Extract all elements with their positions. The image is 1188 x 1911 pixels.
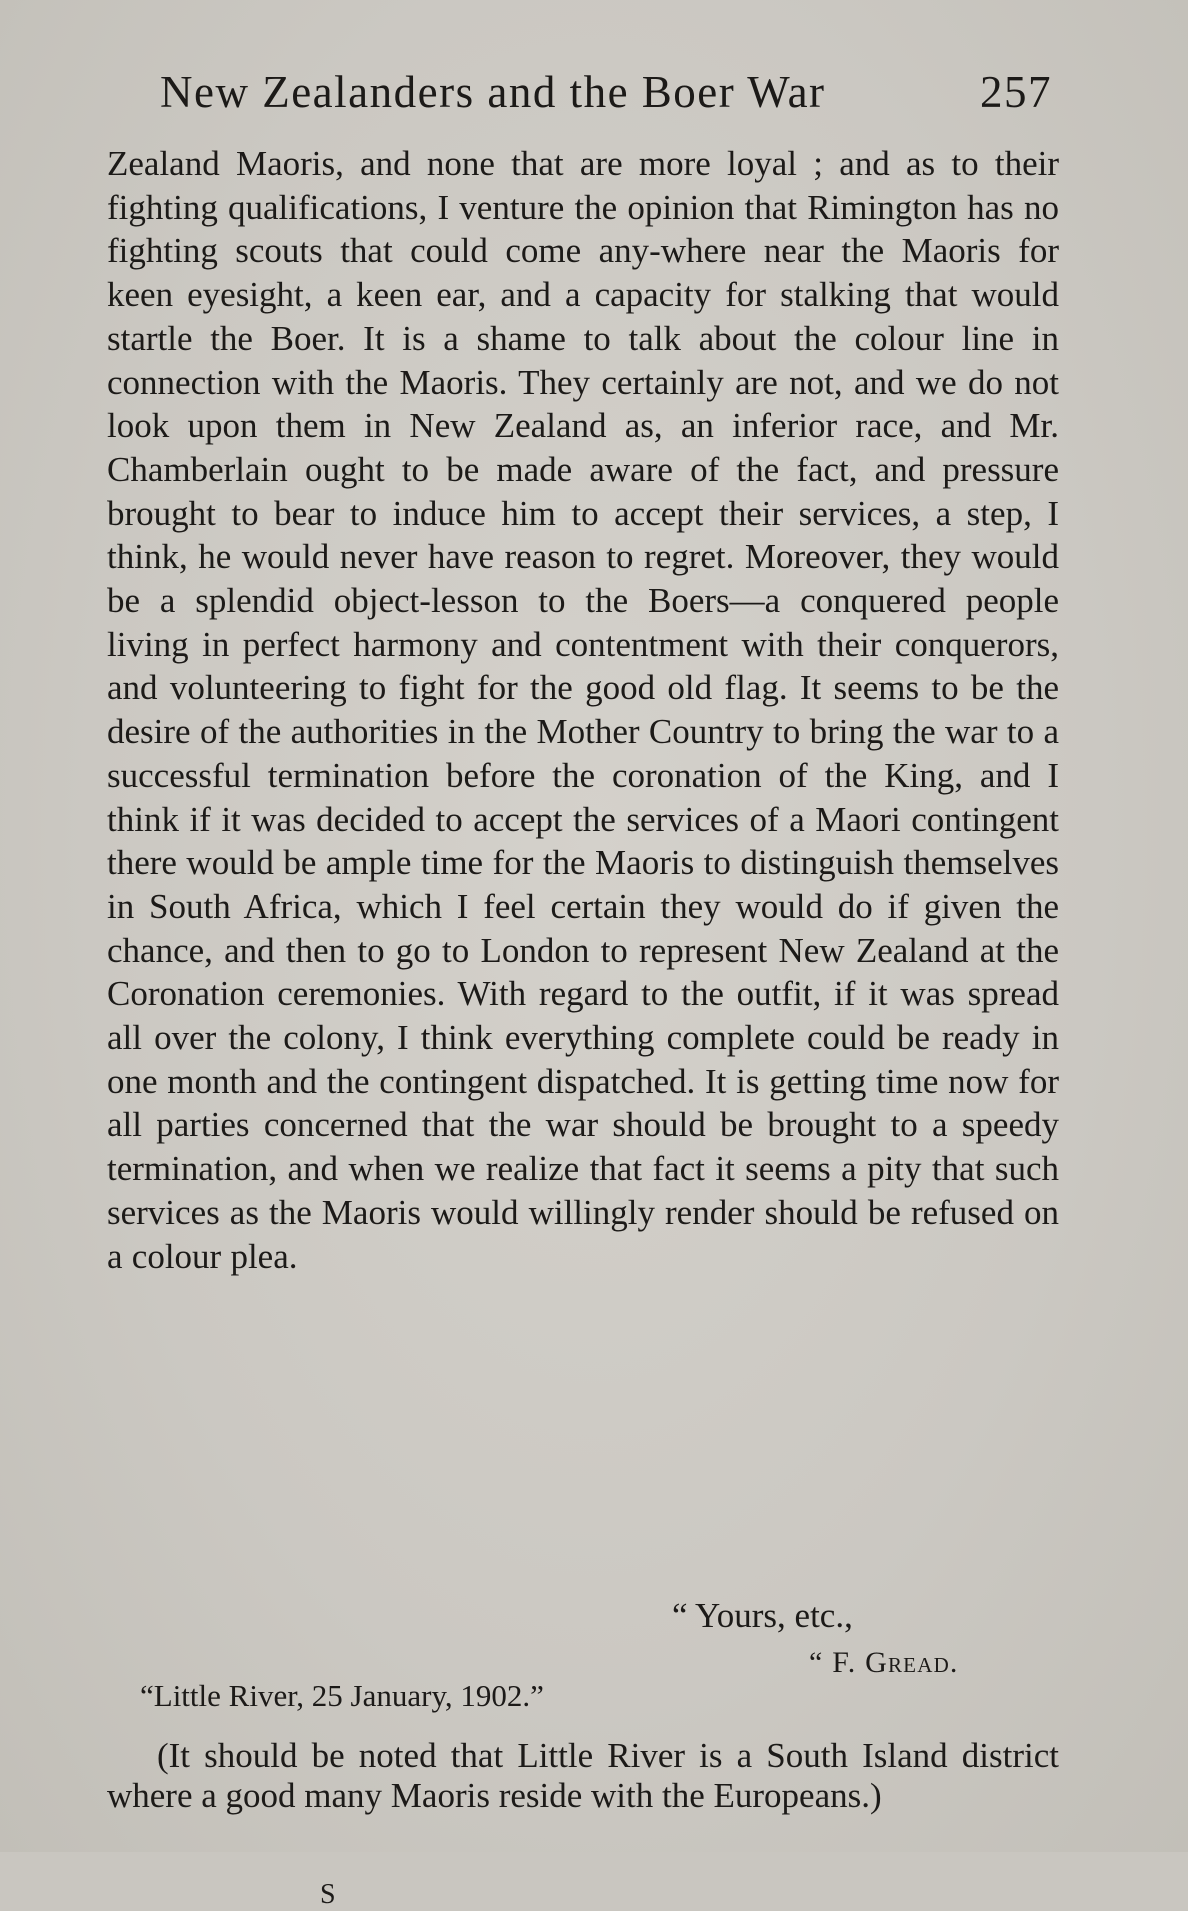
- printer-signature-mark: S: [320, 1879, 336, 1910]
- letter-signature: “ F. Gread.: [809, 1646, 959, 1679]
- closing-salutation: “ Yours, etc.,: [672, 1596, 853, 1635]
- body-text: [107, 142, 1059, 1910]
- letter-paragraph: Zealand Maoris, and none that are more loyal ; and as to their fighting qualifications, I venture the opinion that Rimington has no fighting scouts that could come any-where near the Maoris for keen eyesight, a keen ear, and a capacity for stalking that would startle the Boer. It is a shame to talk about the colour line in connection with the Maoris. They certainly are not, and we do not look upon them in New Zealand as, an inferior race, and Mr. Chamberlain ought to be made aware of the fact, and pressure brought to bear to induce him to accept their services, a step, I think, he would never have reason to regret. Moreover, they would be a splendid object-lesson to the Boers—a conquered people living in perfect harmony and contentment with their conquerors, and volunteering to fight for the good old flag. It seems to be the desire of the authorities in the Mother Country to bring the war to a successful termination before the coronation of the King, and I think if it was decided to accept the services of a Maori contingent there would be ample time for the Maoris to distinguish themselves in South Africa, which I feel certain they would do if given the chance, and then to go to London to represent New Zealand at the Coronation ceremonies. With regard to the outfit, if it was spread all over the colony, I think everything complete could be ready in one month and the contingent dispatched. It is getting time now for all parties concerned that the war should be brought to a speedy termination, and when we realize that fact it seems a pity that such services as the Maoris would willingly render should be refused on a colour plea.: [107, 144, 1059, 1276]
- letter-closing: [107, 1596, 1059, 1686]
- page-number: 257: [980, 67, 1052, 117]
- running-head: [160, 66, 1060, 122]
- letter-dateline: “Little River, 25 January, 1902.”: [140, 1678, 544, 1713]
- editorial-note: (It should be noted that Little River is a South Island district where a good many Maoris reside with the Europeans.): [107, 1736, 1059, 1815]
- running-title: New Zealanders and the Boer War: [160, 67, 826, 117]
